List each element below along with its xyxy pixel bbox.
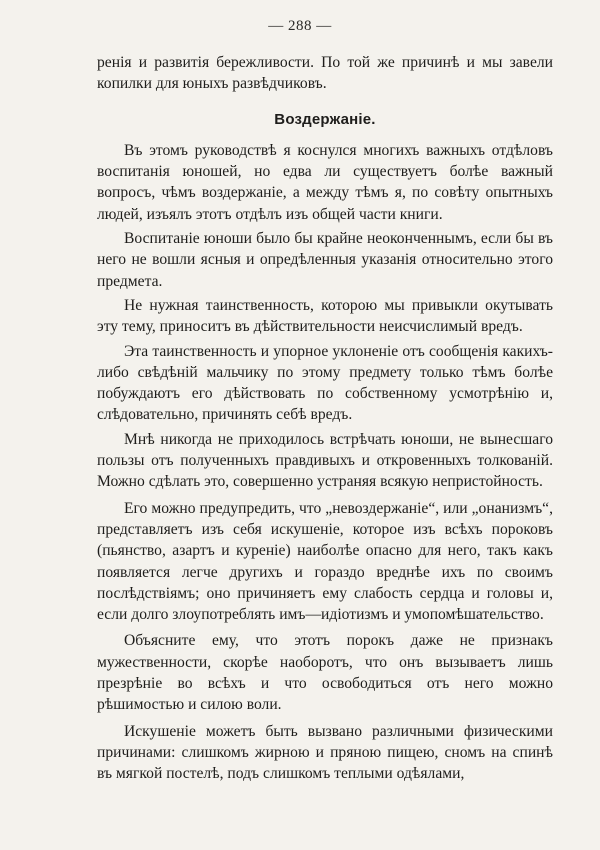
paragraph-continued: ренія и развитія бережливости. По той же причинѣ и мы завели копилки для юныхъ развѣдчиковъ. bbox=[97, 54, 553, 93]
paragraph-1: Въ этомъ руководствѣ я коснулся многихъ важныхъ отдѣловъ воспитанія юношей, но едва ли существуетъ болѣе важный вопросъ, чѣмъ воздержаніе, а между тѣмъ я, по совѣту опытныхъ людей, изъялъ этотъ отдѣлъ изъ общей части книги. bbox=[97, 141, 553, 223]
paragraph-3: Не нужная таинственность, которою мы привыкли окутывать эту тему, приноситъ въ дѣйствительности неисчислимый вредъ. bbox=[97, 296, 553, 336]
paragraph-8: Искушеніе можетъ быть вызвано различными физическими причинами: слишкомъ жирною и пряною пищею, сномъ на спинѣ въ мягкой постелѣ, подъ слишкомъ теплыми одѣялами, bbox=[97, 722, 553, 783]
paragraph-2: Воспитаніе юноши было бы крайне неоконченнымъ, если бы въ него не вошли ясныя и опредѣленныя указанія относительно этого предмета. bbox=[97, 230, 553, 290]
paragraph-5: Мнѣ никогда не приходилось встрѣчать юноши, не вынесшаго пользы отъ полученныхъ правдивыхъ и откровенныхъ толкованій. Можно сдѣлать это, совершенно устраняя всякую непристойность. bbox=[97, 430, 553, 491]
paragraph-6: Его можно предупредить, что „невоздержаніе“, или „онанизмъ“, представляетъ изъ себя искушеніе, которое изъ всѣхъ пороковъ (пьянство, азартъ и куреніе) наиболѣе опасно для него, такъ какъ появляется легче другихъ и гораздо вреднѣе ихъ по своимъ послѣдствіямъ; оно причиняетъ ему слабость сердца и головы и, если долго злоупотреблять имъ—идіотизмъ и умопомѣшательство. bbox=[97, 499, 553, 624]
paragraph-4: Эта таинственность и упорное уклоненіе отъ сообщенія какихъ-либо свѣдѣній мальчику по этому предмету только тѣмъ болѣе побуждаютъ его дѣйствовать по собственному усмотрѣнію и, слѣдовательно, причинять себѣ вредъ. bbox=[97, 342, 553, 424]
paragraph-7: Объясните ему, что этотъ порокъ даже не признакъ мужественности, скорѣе наоборотъ, что онъ вызываетъ лишь презрѣніе во всѣхъ и что освободиться отъ него можно рѣшимостью и силою воли. bbox=[97, 632, 553, 714]
page-number: — 288 — bbox=[268, 18, 332, 34]
section-heading: Воздержаніе. bbox=[274, 110, 376, 128]
page-body bbox=[97, 52, 553, 785]
